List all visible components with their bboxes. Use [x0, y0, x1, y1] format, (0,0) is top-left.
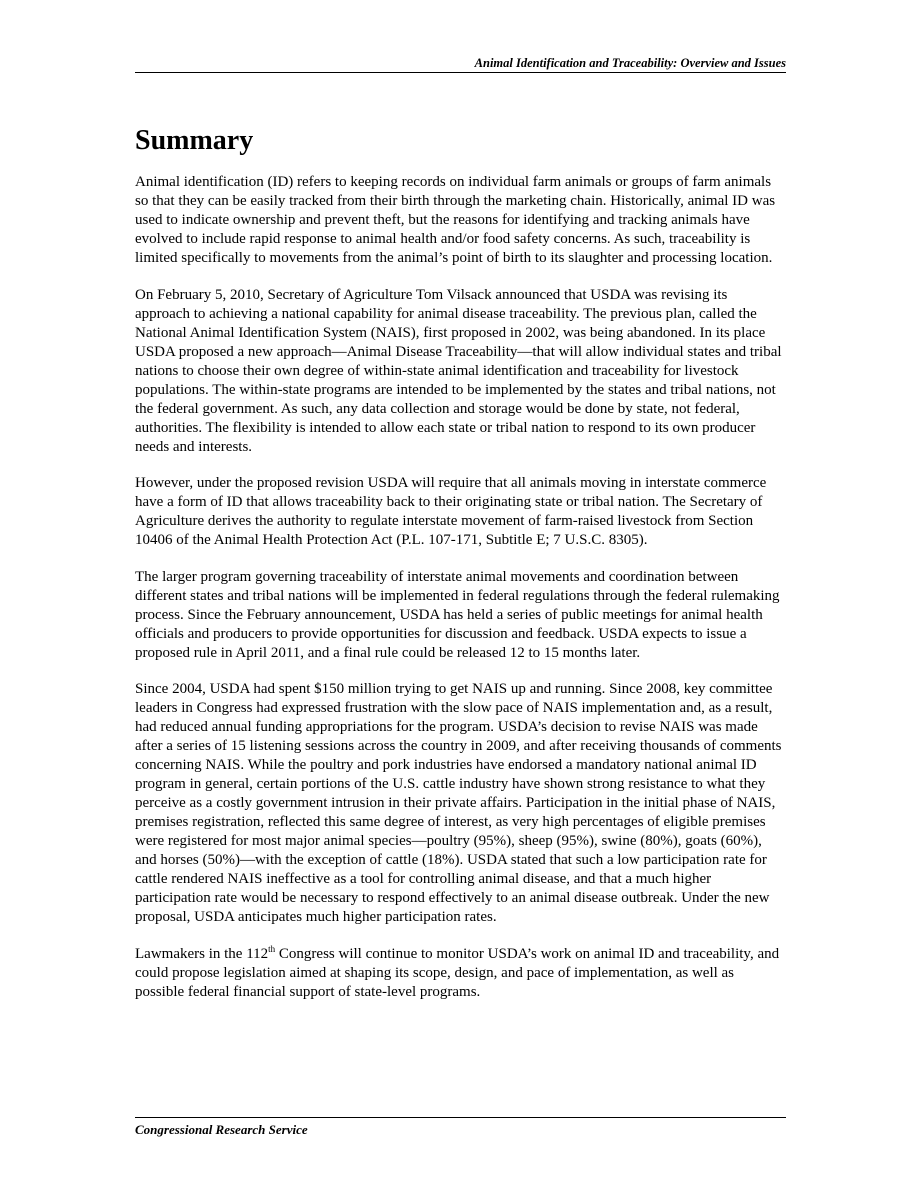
- running-header-title: Animal Identification and Traceability: Overview and Issues: [474, 56, 786, 70]
- paragraph-nais-history: Since 2004, USDA had spent $150 million trying to get NAIS up and running. Since 2008, key committee leaders in Congress had expressed frustration with the slow pace of NAIS implementation and, as a result, had reduced annual funding appropriations for the program. USDA’s decision to revise NAIS was made after a series of 15 listening sessions across the country in 2009, and after receiving thousands of comments concerning NAIS. While the poultry and pork industries have endorsed a mandatory national animal ID program in general, certain portions of the U.S. cattle industry have shown strong resistance to what they perceive as a costly government intrusion in their private affairs. Participation in the initial phase of NAIS, premises registration, reflected this same degree of interest, as very high percentages of eligible premises were registered for most major animal species—poultry (95%), sheep (95%), swine (80%), goats (60%), and horses (50%)—with the exception of cattle (18%). USDA stated that such a low participation rate for cattle rendered NAIS ineffective as a tool for controlling animal disease, and that a much higher participation rate would be necessary to respond effectively to an animal disease outbreak. Under the new proposal, USDA anticipates much higher participation rates.: [135, 681, 782, 925]
- paragraph-announcement: On February 5, 2010, Secretary of Agriculture Tom Vilsack announced that USDA was revising its approach to achieving a national capability for animal disease traceability. The previous plan, called the National Animal Identification System (NAIS), first proposed in 2002, was being abandoned. In its place USDA proposed a new approach—Animal Disease Traceability—that will allow individual states and tribal nations to choose their own degree of within-state animal identification and traceability for livestock populations. The within-state programs are intended to be implemented by the states and tribal nations, not the federal government. As such, any data collection and storage would be done by state, not federal, authorities. The flexibility is intended to allow each state or tribal nation to respond to its own producer needs and interests.: [135, 286, 782, 455]
- paragraph-rulemaking: The larger program governing traceability of interstate animal movements and coordination between different states and tribal nations will be implemented in federal regulations through the federal rulemaking process. Since the February announcement, USDA has held a series of public meetings for animal health officials and producers to provide opportunities for discussion and feedback. USDA expects to issue a proposed rule in April 2011, and a final rule could be released 12 to 15 months later.: [135, 568, 780, 661]
- ordinal-superscript: th: [268, 943, 276, 954]
- paragraph-congress: [135, 945, 786, 1002]
- paragraph-interstate-requirement: However, under the proposed revision USDA will require that all animals moving in interstate commerce have a form of ID that allows traceability back to their originating state or tribal nation. The Secretary of Agriculture derives the authority to regulate interstate movement of farm-raised livestock from Section 10406 of the Animal Health Protection Act (P.L. 107-171, Subtitle E; 7 U.S.C. 8305).: [135, 475, 767, 548]
- congress-text-after: Congress will continue to monitor USDA’s work on animal ID and traceability, and could propose legislation aimed at shaping its scope, design, and pace of implementation, as well as possible federal financial support of state-level programs.: [135, 945, 780, 1000]
- summary-body: [135, 173, 786, 1019]
- running-header: [135, 55, 786, 73]
- section-title: Summary: [135, 125, 254, 156]
- paragraph-definition: Animal identification (ID) refers to keeping records on individual farm animals or groups of farm animals so that they can be easily tracked from their birth through the marketing chain. Historically, animal ID was used to indicate ownership and prevent theft, but the reasons for identifying and tracking animals have evolved to include rapid response to animal health and/or food safety concerns. As such, traceability is limited specifically to movements from the animal’s point of birth to its slaughter and processing location.: [135, 174, 776, 266]
- page-footer: [135, 1117, 786, 1138]
- footer-source: Congressional Research Service: [135, 1122, 308, 1137]
- congress-text-before: Lawmakers in the 112: [135, 945, 269, 962]
